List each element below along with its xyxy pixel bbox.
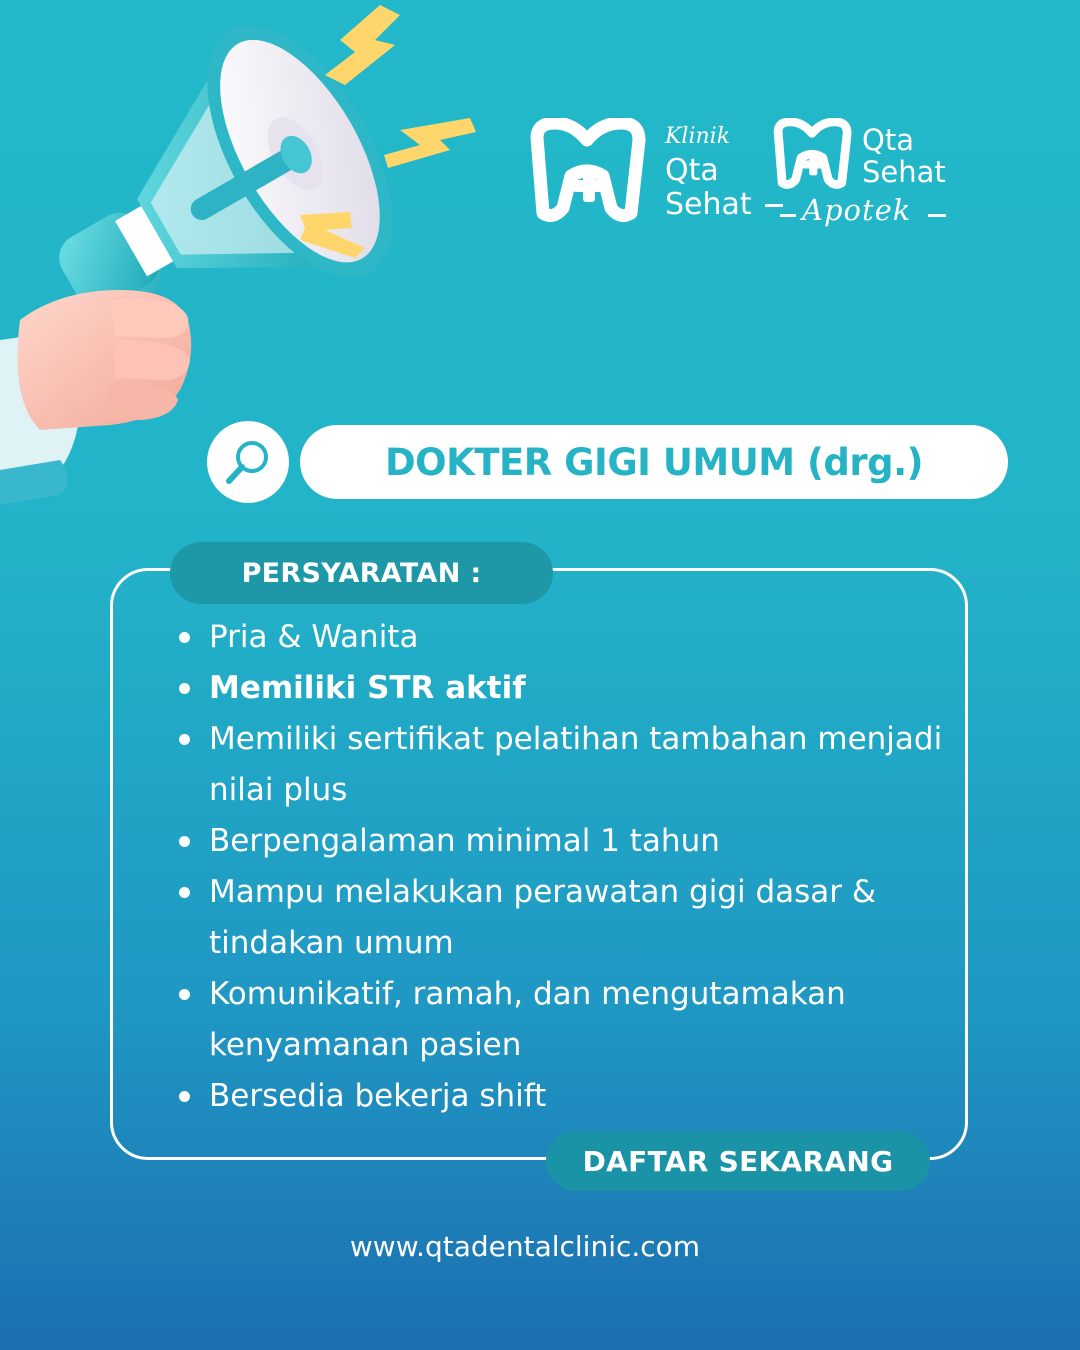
job-title-pill: [300, 425, 1008, 499]
hand-shape: [18, 290, 192, 430]
requirement-item: Pria & Wanita: [176, 612, 946, 663]
requirement-item: Bersedia bekerja shift: [176, 1071, 946, 1122]
apotek-logo: [770, 118, 970, 228]
klinik-logo: [525, 118, 775, 228]
search-icon-button: [207, 421, 289, 503]
job-title: DOKTER GIGI UMUM (drg.): [384, 440, 924, 484]
magnifier-icon: [222, 436, 274, 488]
requirement-item: Komunikatif, ramah, dan mengutamakan kenyamanan pasien: [176, 969, 946, 1071]
klinik-logo-line1: Klinik: [665, 124, 731, 149]
logo-dash: [928, 214, 946, 217]
tooth-cross-icon: [525, 118, 655, 223]
apotek-logo-line1: Qta: [862, 123, 914, 157]
requirement-item: Memiliki sertifikat pelatihan tambahan menjadi nilai plus: [176, 714, 946, 816]
apotek-logo-line2: Sehat: [862, 155, 946, 189]
requirements-heading-tab: [170, 542, 553, 604]
requirement-item: Memiliki STR aktif: [176, 663, 946, 714]
klinik-logo-line3: Sehat: [665, 187, 752, 222]
logo-dash: [780, 214, 796, 217]
requirement-item: Mampu melakukan perawatan gigi dasar & tindakan umum: [176, 867, 946, 969]
apotek-logo-line3: Apotek: [802, 193, 912, 227]
requirements-list: [176, 612, 946, 1122]
klinik-logo-line2: Qta: [665, 153, 719, 188]
requirement-item: Berpengalaman minimal 1 tahun: [176, 816, 946, 867]
register-now-label: DAFTAR SEKARANG: [582, 1144, 894, 1178]
register-now-button[interactable]: [546, 1131, 930, 1191]
tooth-cross-icon: [770, 118, 858, 190]
requirements-heading: PERSYARATAN :: [241, 557, 482, 589]
website-link[interactable]: www.qtadentalclinic.com: [349, 1230, 701, 1263]
